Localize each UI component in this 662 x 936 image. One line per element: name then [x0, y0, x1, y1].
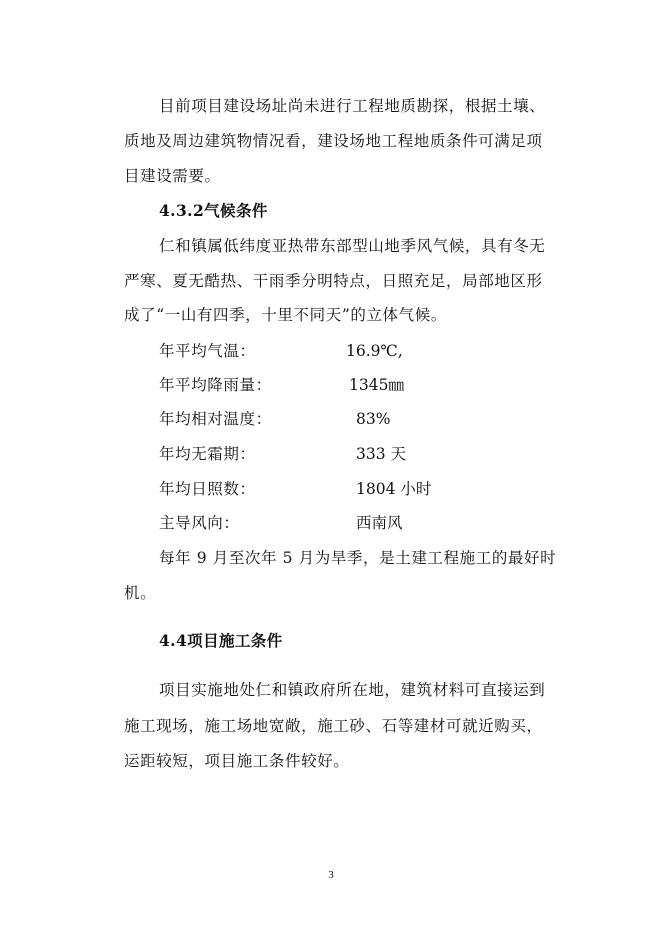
stat-label: 主导风向： — [159, 514, 240, 532]
stat-label: 年均相对温度： — [159, 410, 272, 428]
stat-label: 年均日照数： — [159, 480, 256, 498]
stat-label: 年平均降雨量： — [159, 376, 272, 394]
stat-value: 1804 小时 — [356, 480, 432, 498]
stat-label: 年平均气温： — [159, 342, 256, 360]
stat-value: 西南风 — [356, 514, 403, 532]
climate-line-2: 严寒、夏无酷热、干雨季分明特点，日照充足，局部地区形 — [124, 272, 543, 290]
climate-line-3: 成了“一山有四季，十里不同天”的立体气候。 — [124, 306, 447, 324]
stat-value: 16.9℃, — [346, 342, 403, 360]
construction-line-1: 项目实施地处仁和镇政府所在地，建筑材料可直接运到 — [159, 681, 546, 699]
stat-value: 83% — [356, 410, 391, 428]
climate-heading: 4.3.2气候条件 — [159, 201, 268, 220]
intro-line-2: 质地及周边建筑物情况看，建设场地工程地质条件可满足项 — [124, 132, 543, 150]
stat-value: 333 天 — [356, 445, 407, 463]
dry-season-line-2: 机。 — [124, 584, 157, 602]
climate-line-1: 仁和镇属低纬度亚热带东部型山地季风气候，具有冬无 — [159, 237, 546, 255]
construction-line-3: 运距较短，项目施工条件较好。 — [124, 752, 350, 770]
intro-line-3: 目建设需要。 — [124, 167, 221, 185]
construction-line-2: 施工现场，施工场地宽敞，施工砂、石等建材可就近购买， — [124, 717, 543, 735]
stat-value: 1345㎜ — [349, 376, 404, 394]
stat-label: 年均无霜期： — [159, 445, 256, 463]
page-number: 3 — [328, 869, 334, 881]
construction-heading: 4.4项目施工条件 — [159, 631, 283, 650]
intro-line-1: 目前项目建设场址尚未进行工程地质勘探，根据土壤、 — [159, 97, 546, 115]
dry-season-line-1: 每年 9 月至次年 5 月为旱季，是土建工程施工的最好时 — [159, 549, 557, 567]
